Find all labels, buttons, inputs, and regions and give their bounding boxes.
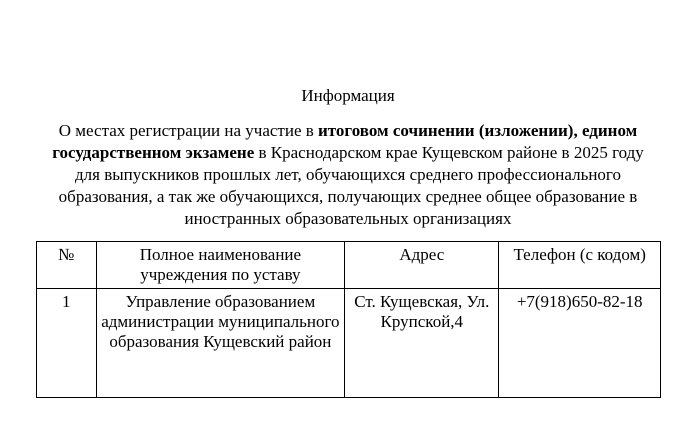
intro-text-start: О местах регистрации на участие в [58, 121, 319, 140]
header-phone: Телефон (с кодом) [499, 242, 661, 289]
intro-bold-exams: итоговом сочинении (изложении), едином государственном экзамене [52, 121, 638, 162]
header-institution-name: Полное наименование учреждения по уставу [96, 242, 345, 289]
cell-address: Ст. Кущевская, Ул. Крупской,4 [345, 289, 499, 398]
header-address: Адрес [345, 242, 499, 289]
table-row [37, 289, 661, 398]
table-header-row [37, 242, 661, 289]
intro-text-end: в Краснодарском крае Кущевском районе в 2025 году для выпускников прошлых лет, обучающихся среднего профессионального образования, а так же обучающихся, получающих среднее общее образование в иностранных образовательных организациях [58, 143, 644, 228]
header-number: № [37, 242, 97, 289]
cell-institution-name: Управление образованием администрации муниципального образования Кущевский район [96, 289, 345, 398]
cell-number: 1 [37, 289, 97, 398]
cell-phone: +7(918)650-82-18 [499, 289, 661, 398]
document-title: Информация [301, 86, 395, 105]
document-intro [48, 120, 648, 230]
registration-table [36, 241, 661, 398]
